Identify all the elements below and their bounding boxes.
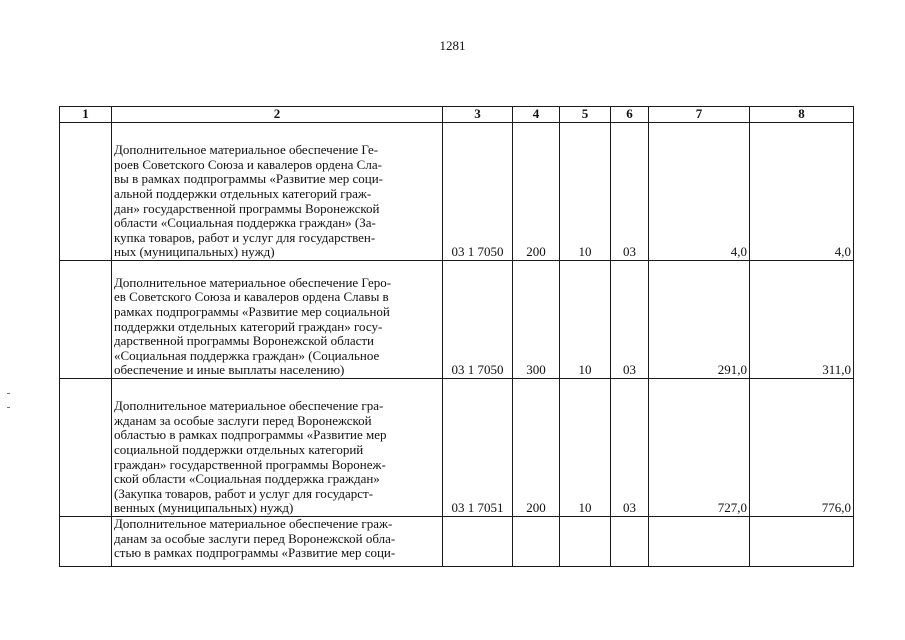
header-cell-1: 1 (60, 107, 112, 123)
amount-cell-7: 727,0 (649, 379, 750, 517)
amount-cell-7 (649, 517, 750, 567)
expense-type-cell: 200 (513, 123, 560, 261)
row-number-cell (60, 123, 112, 261)
description-line: дан» государственной программы Воронежской (114, 200, 380, 216)
table-row (60, 517, 854, 567)
description-line: социальной поддержки отдельных категорий (114, 442, 364, 458)
header-cell-8: 8 (750, 107, 854, 123)
row-number-cell (60, 517, 112, 567)
description-line: ев Советского Союза и кавалеров ордена Славы в (114, 289, 389, 305)
margin-mark (7, 407, 10, 408)
amount-cell-8 (750, 517, 854, 567)
expense-type-cell: 300 (513, 261, 560, 379)
amount-cell-7: 4,0 (649, 123, 750, 261)
description-line: данам за особые заслуги перед Воронежской обла- (114, 530, 396, 546)
header-cell-6: 6 (611, 107, 649, 123)
section-cell: 10 (560, 379, 611, 517)
description-cell (112, 517, 443, 567)
description-line: стью в рамках подпрограммы «Развитие мер соци- (114, 545, 396, 561)
table-header-row (60, 107, 854, 123)
amount-cell-8: 311,0 (750, 261, 854, 379)
subsection-cell (611, 517, 649, 567)
table-row (60, 379, 854, 517)
description-cell (112, 261, 443, 379)
description-line: граждан» государственной программы Воронеж- (114, 456, 386, 472)
page-number: 1281 (439, 38, 466, 53)
description-line: области «Социальная поддержка граждан» (За- (114, 215, 376, 231)
header-cell-4: 4 (513, 107, 560, 123)
section-cell: 10 (560, 261, 611, 379)
description-line: «Социальная поддержка граждан» (Социальное (114, 347, 380, 363)
budget-table (59, 106, 854, 567)
description-line: поддержки отдельных категорий граждан» госу- (114, 318, 383, 334)
section-cell (560, 517, 611, 567)
target-code-cell: 03 1 7050 (443, 123, 513, 261)
description-line: обеспечение и иные выплаты населению) (114, 362, 345, 378)
expense-type-cell (513, 517, 560, 567)
description-line: роев Советского Союза и кавалеров ордена Сла- (114, 156, 382, 172)
description-line: Дополнительное материальное обеспечение гра- (114, 398, 384, 414)
header-cell-7: 7 (649, 107, 750, 123)
table-row (60, 261, 854, 379)
target-code-cell (443, 517, 513, 567)
description-line: купка товаров, работ и услуг для государствен- (114, 229, 376, 245)
description-line: вы в рамках подпрограммы «Развитие мер соци- (114, 171, 383, 187)
row-number-cell (60, 261, 112, 379)
subsection-cell: 03 (611, 261, 649, 379)
description-line: ных (муниципальных) нужд) (114, 244, 275, 260)
section-cell: 10 (560, 123, 611, 261)
description-line: (Закупка товаров, работ и услуг для государст- (114, 485, 374, 501)
header-cell-2: 2 (112, 107, 443, 123)
description-line: Дополнительное материальное обеспечение граж- (114, 516, 393, 531)
amount-cell-8: 4,0 (750, 123, 854, 261)
header-cell-5: 5 (560, 107, 611, 123)
table-row (60, 123, 854, 261)
amount-cell-8: 776,0 (750, 379, 854, 517)
description-line: Дополнительное материальное обеспечение Геро- (114, 274, 392, 290)
header-cell-3: 3 (443, 107, 513, 123)
description-cell (112, 123, 443, 261)
margin-mark (7, 393, 10, 394)
description-line: альной поддержки отдельных категорий граж- (114, 186, 372, 202)
expense-type-cell: 200 (513, 379, 560, 517)
row-number-cell (60, 379, 112, 517)
subsection-cell: 03 (611, 379, 649, 517)
description-line: рамках подпрограммы «Развитие мер социальной (114, 304, 390, 320)
target-code-cell: 03 1 7050 (443, 261, 513, 379)
description-line: ской области «Социальная поддержка граждан» (114, 471, 380, 487)
description-line: венных (муниципальных) нужд) (114, 500, 294, 516)
description-line: жданам за особые заслуги перед Воронежской (114, 412, 372, 428)
amount-cell-7: 291,0 (649, 261, 750, 379)
description-cell (112, 379, 443, 517)
subsection-cell: 03 (611, 123, 649, 261)
description-line: дарственной программы Воронежской области (114, 333, 375, 349)
description-line: областью в рамках подпрограммы «Развитие мер (114, 427, 387, 443)
target-code-cell: 03 1 7051 (443, 379, 513, 517)
description-line: Дополнительное материальное обеспечение Ге- (114, 142, 379, 158)
